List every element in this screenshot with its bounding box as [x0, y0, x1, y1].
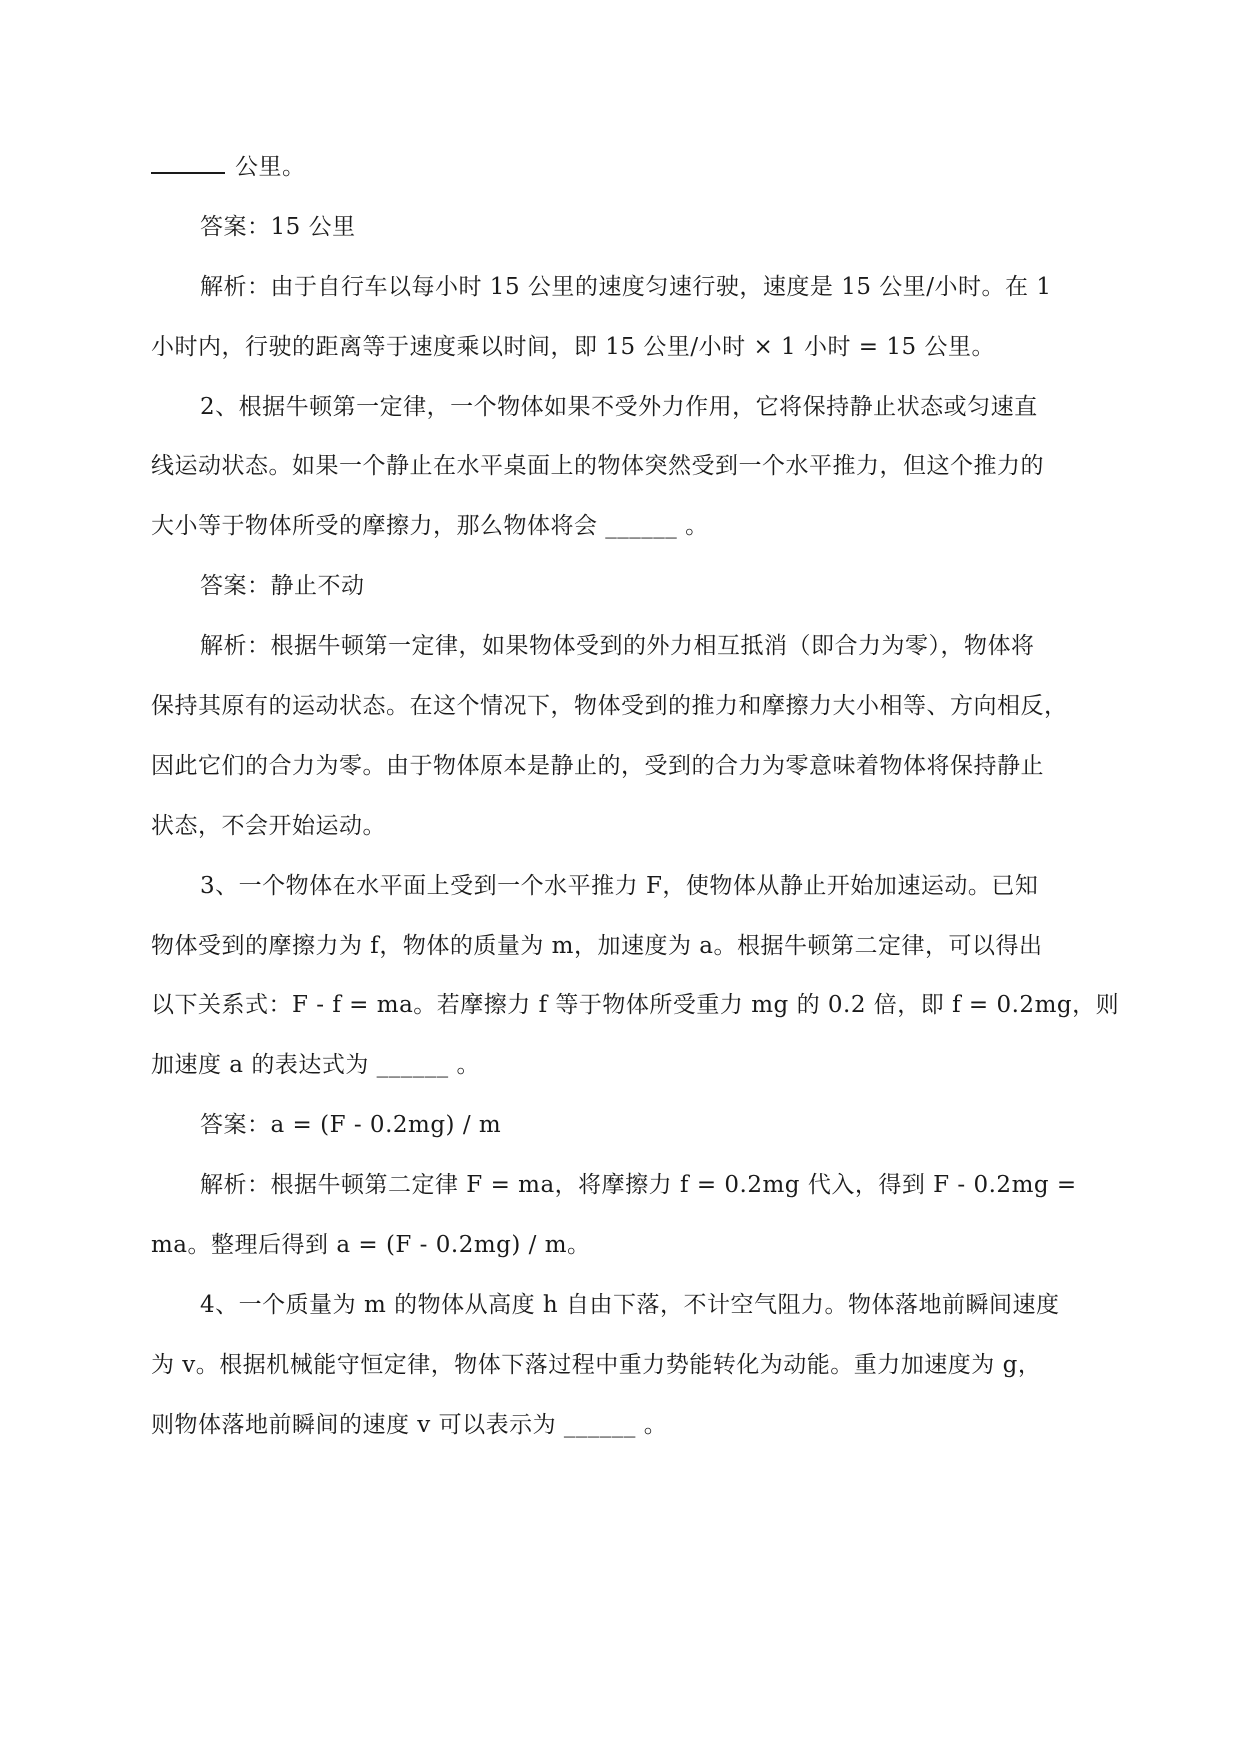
explanation-line: 解析：根据牛顿第二定律 F = ma，将摩擦力 f = 0.2mg 代入，得到 F - 0.2mg =: [200, 1172, 1077, 1198]
explanation-line: 保持其原有的运动状态。在这个情况下，物体受到的推力和摩擦力大小相等、方向相反，: [151, 693, 1068, 719]
explanation-line: 解析：根据牛顿第一定律，如果物体受到的外力相互抵消（即合力为零），物体将: [200, 633, 1035, 659]
question-line: 3、一个物体在水平面上受到一个水平推力 F，使物体从静止开始加速运动。已知: [200, 873, 1039, 899]
explanation-line: 因此它们的合力为零。由于物体原本是静止的，受到的合力为零意味着物体将保持静止: [151, 753, 1044, 779]
explanation-line: 解析：由于自行车以每小时 15 公里的速度匀速行驶，速度是 15 公里/小时。在 1: [200, 274, 1052, 300]
question-line: 大小等于物体所受的摩擦力，那么物体将会 ______ 。: [151, 513, 709, 539]
question-line: 线运动状态。如果一个静止在水平桌面上的物体突然受到一个水平推力，但这个推力的: [151, 453, 1044, 479]
fill-in-blank: [151, 154, 225, 174]
explanation-line: 状态，不会开始运动。: [151, 813, 386, 839]
question-line: 2、根据牛顿第一定律，一个物体如果不受外力作用，它将保持静止状态或匀速直: [200, 394, 1038, 420]
answer-line: 答案：a = (F - 0.2mg) / m: [200, 1112, 502, 1138]
explanation-line: 小时内，行驶的距离等于速度乘以时间，即 15 公里/小时 × 1 小时 = 15 公里。: [151, 334, 995, 360]
question-line: 加速度 a 的表达式为 ______ 。: [151, 1052, 480, 1078]
question-line: 物体受到的摩擦力为 f，物体的质量为 m，加速度为 a。根据牛顿第二定律，可以得出: [151, 933, 1043, 959]
answer-line: 答案：15 公里: [200, 214, 356, 240]
question-line: 以下关系式：F - f = ma。若摩擦力 f 等于物体所受重力 mg 的 0.2 倍，即 f = 0.2mg，则: [151, 992, 1120, 1018]
explanation-line: ma。整理后得到 a = (F - 0.2mg) / m。: [151, 1232, 591, 1258]
question-line: 4、一个质量为 m 的物体从高度 h 自由下落，不计空气阻力。物体落地前瞬间速度: [200, 1292, 1060, 1318]
question-line: 为 v。根据机械能守恒定律，物体下落过程中重力势能转化为动能。重力加速度为 g，: [151, 1352, 1042, 1378]
text-line-content: 公里。: [235, 154, 306, 180]
text-line: [151, 152, 306, 182]
answer-line: 答案：静止不动: [200, 573, 365, 599]
question-line: 则物体落地前瞬间的速度 v 可以表示为 ______ 。: [151, 1412, 668, 1438]
